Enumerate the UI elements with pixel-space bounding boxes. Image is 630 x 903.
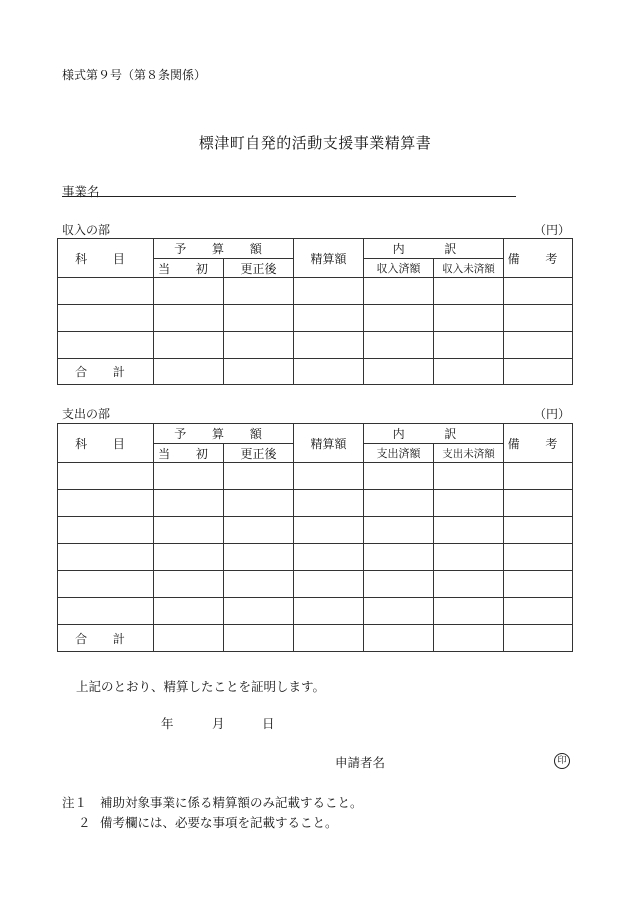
expense-cell[interactable] <box>58 517 154 544</box>
expense-cell[interactable] <box>294 463 364 490</box>
expense-cell[interactable] <box>434 571 504 598</box>
income-total-cell[interactable] <box>504 359 573 385</box>
expense-total-cell[interactable] <box>294 625 364 652</box>
income-cell[interactable] <box>504 305 573 332</box>
income-total-cell[interactable] <box>224 359 294 385</box>
document-title: 標津町自発的活動支援事業精算書 <box>198 134 432 152</box>
income-cell[interactable] <box>504 332 573 359</box>
expense-total-cell[interactable] <box>154 625 224 652</box>
expense-cell[interactable] <box>224 463 294 490</box>
expense-cell[interactable] <box>364 490 434 517</box>
expense-cell[interactable] <box>154 517 224 544</box>
income-cell[interactable] <box>58 278 154 305</box>
form-number: 様式第９号（第８条関係） <box>62 68 207 82</box>
expense-cell[interactable] <box>224 490 294 517</box>
income-cell[interactable] <box>294 332 364 359</box>
header-income-done: 収入済額 <box>364 259 434 278</box>
expense-cell[interactable] <box>294 544 364 571</box>
header-revised: 更正後 <box>224 259 294 278</box>
income-section-label: 収入の部 <box>62 223 111 237</box>
income-cell[interactable] <box>294 305 364 332</box>
expense-cell[interactable] <box>434 598 504 625</box>
header-remarks: 備 考 <box>504 239 573 278</box>
expense-cell[interactable] <box>504 544 573 571</box>
header-breakdown: 内 訳 <box>364 239 504 259</box>
header-revised: 更正後 <box>224 444 294 463</box>
date-year-label: 年 <box>161 716 174 731</box>
expense-row <box>58 463 573 490</box>
expense-total-row <box>58 625 573 652</box>
income-cell[interactable] <box>224 332 294 359</box>
header-initial: 当 初 <box>154 444 224 463</box>
note-text-1: 補助対象事業に係る精算額のみ記載すること。 <box>100 795 363 810</box>
income-total-row <box>58 359 573 385</box>
expense-cell[interactable] <box>434 517 504 544</box>
header-expense-undone: 支出未済額 <box>434 444 504 463</box>
expense-cell[interactable] <box>58 490 154 517</box>
header-settlement: 精算額 <box>294 239 364 278</box>
expense-unit-label: （円） <box>534 407 571 421</box>
income-total-cell[interactable] <box>434 359 504 385</box>
expense-row <box>58 517 573 544</box>
expense-row <box>58 598 573 625</box>
expense-cell[interactable] <box>294 490 364 517</box>
income-cell[interactable] <box>58 332 154 359</box>
income-total-cell[interactable] <box>154 359 224 385</box>
income-cell[interactable] <box>364 278 434 305</box>
expense-cell[interactable] <box>224 544 294 571</box>
expense-cell[interactable] <box>154 544 224 571</box>
header-remarks: 備 考 <box>504 424 573 463</box>
expense-cell[interactable] <box>504 490 573 517</box>
expense-total-cell[interactable] <box>434 625 504 652</box>
expense-cell[interactable] <box>224 571 294 598</box>
date-month-label: 月 <box>212 716 225 731</box>
income-cell[interactable] <box>364 305 434 332</box>
certification-statement: 上記のとおり、精算したことを証明します。 <box>76 679 326 694</box>
expense-cell[interactable] <box>364 571 434 598</box>
income-cell[interactable] <box>154 332 224 359</box>
expense-total-cell[interactable] <box>504 625 573 652</box>
header-expense-done: 支出済額 <box>364 444 434 463</box>
project-name-label: 事業名 <box>62 184 100 199</box>
expense-cell[interactable] <box>224 598 294 625</box>
income-cell[interactable] <box>154 278 224 305</box>
income-cell[interactable] <box>224 305 294 332</box>
note-number-2: ２ <box>78 815 91 830</box>
expense-row <box>58 490 573 517</box>
expense-row <box>58 544 573 571</box>
header-budget: 予 算 額 <box>154 239 294 259</box>
income-table <box>57 238 573 385</box>
expense-cell[interactable] <box>364 598 434 625</box>
expense-cell[interactable] <box>504 571 573 598</box>
income-total-label: 合 計 <box>58 359 154 385</box>
expense-cell[interactable] <box>364 463 434 490</box>
header-income-undone: 収入未済額 <box>434 259 504 278</box>
expense-total-label: 合 計 <box>58 625 154 652</box>
expense-cell[interactable] <box>294 571 364 598</box>
expense-cell[interactable] <box>58 598 154 625</box>
header-budget: 予 算 額 <box>154 424 294 444</box>
expense-cell[interactable] <box>154 490 224 517</box>
income-cell[interactable] <box>154 305 224 332</box>
expense-cell[interactable] <box>154 463 224 490</box>
expense-section-label: 支出の部 <box>62 407 111 421</box>
income-cell[interactable] <box>364 332 434 359</box>
expense-cell[interactable] <box>364 517 434 544</box>
header-subject: 科 目 <box>58 424 154 463</box>
date-day-label: 日 <box>262 716 275 731</box>
income-cell[interactable] <box>294 278 364 305</box>
income-cell[interactable] <box>434 332 504 359</box>
expense-cell[interactable] <box>154 598 224 625</box>
expense-cell[interactable] <box>434 463 504 490</box>
income-cell[interactable] <box>434 278 504 305</box>
income-cell[interactable] <box>504 278 573 305</box>
applicant-name-label: 申請者名 <box>335 755 386 770</box>
expense-total-cell[interactable] <box>364 625 434 652</box>
expense-cell[interactable] <box>154 571 224 598</box>
income-row <box>58 332 573 359</box>
income-total-cell[interactable] <box>294 359 364 385</box>
note-number-1: 注１ <box>62 795 88 810</box>
income-row <box>58 305 573 332</box>
expense-total-cell[interactable] <box>224 625 294 652</box>
header-breakdown: 内 訳 <box>364 424 504 444</box>
header-settlement: 精算額 <box>294 424 364 463</box>
income-unit-label: （円） <box>534 223 571 237</box>
seal-mark-icon: 印 <box>554 753 570 769</box>
header-initial: 当 初 <box>154 259 224 278</box>
expense-cell[interactable] <box>504 517 573 544</box>
expense-cell[interactable] <box>58 544 154 571</box>
expense-cell[interactable] <box>58 463 154 490</box>
expense-row <box>58 571 573 598</box>
expense-cell[interactable] <box>504 463 573 490</box>
expense-cell[interactable] <box>434 544 504 571</box>
note-text-2: 備考欄には、必要な事項を記載すること。 <box>100 815 338 830</box>
expense-table <box>57 423 573 652</box>
expense-cell[interactable] <box>504 598 573 625</box>
income-cell[interactable] <box>434 305 504 332</box>
expense-cell[interactable] <box>434 490 504 517</box>
income-cell[interactable] <box>224 278 294 305</box>
income-total-cell[interactable] <box>364 359 434 385</box>
expense-cell[interactable] <box>364 544 434 571</box>
expense-cell[interactable] <box>224 517 294 544</box>
project-name-line[interactable] <box>62 196 516 197</box>
expense-cell[interactable] <box>294 517 364 544</box>
expense-cell[interactable] <box>294 598 364 625</box>
expense-cell[interactable] <box>58 571 154 598</box>
header-subject: 科 目 <box>58 239 154 278</box>
income-row <box>58 278 573 305</box>
income-cell[interactable] <box>58 305 154 332</box>
